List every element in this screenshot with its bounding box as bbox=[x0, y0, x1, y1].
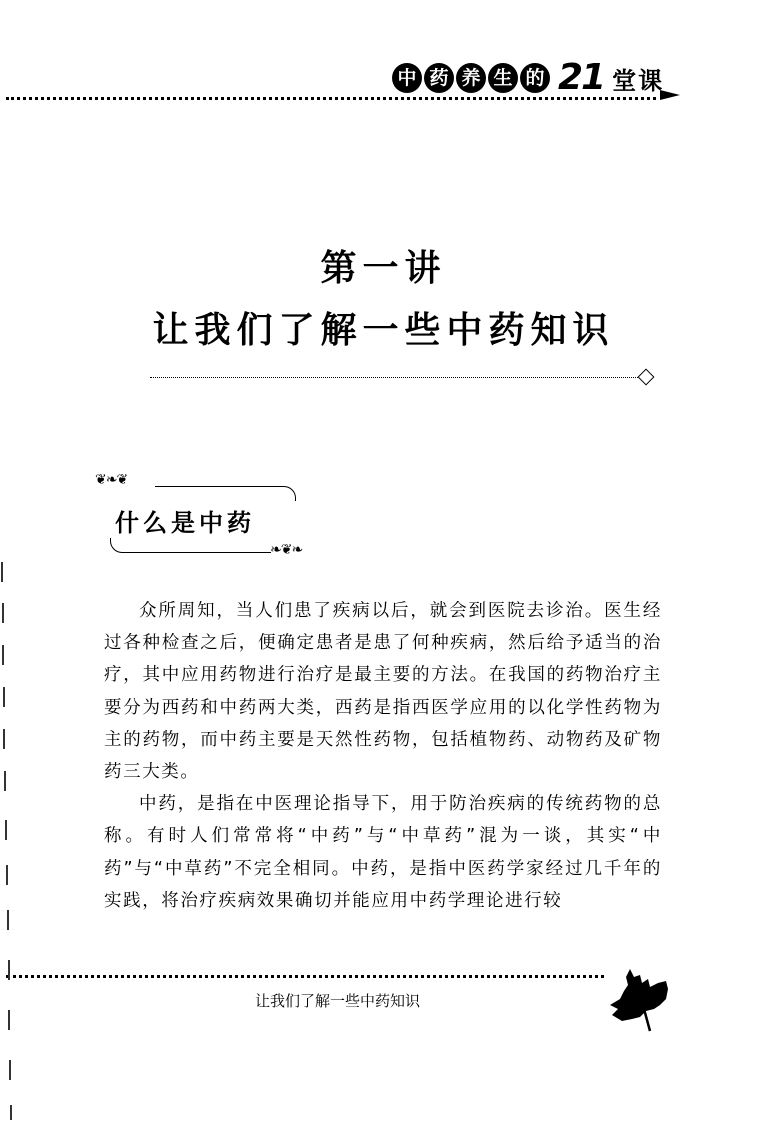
floral-ornament-icon: ❦❧❦ bbox=[95, 472, 128, 488]
paragraph: 众所周知，当人们患了疾病以后，就会到医院去诊治。医生经过各种检查之后，便确定患者是患了何种疾病，然后给予适当的治疗，其中应用药物进行治疗是最主要的方法。在我国的药物治疗主要分为西药和中药两大类，西药是指西医学应用的以化学性药物为主的药物，而中药主要是天然性药物，包括植物药、动物药及矿物药三大类。 bbox=[104, 601, 662, 783]
section-title: 什么是中药 bbox=[115, 509, 255, 537]
series-char: 养 bbox=[456, 63, 486, 93]
section-heading-frame bbox=[95, 470, 335, 565]
series-char: 的 bbox=[520, 63, 550, 93]
binding-mark bbox=[2, 645, 4, 665]
binding-mark bbox=[7, 910, 9, 930]
series-char: 中 bbox=[392, 63, 422, 93]
binding-mark bbox=[4, 771, 6, 791]
binding-mark bbox=[8, 960, 10, 980]
binding-mark bbox=[1, 562, 3, 582]
binding-mark bbox=[6, 865, 8, 885]
chapter-number: 第一讲 bbox=[320, 248, 447, 289]
maple-leaf-icon bbox=[600, 965, 680, 1035]
binding-mark bbox=[5, 820, 7, 840]
paragraph: 中药，是指在中医理论指导下，用于防治疾病的传统药物的总称。有时人们常常将“中药”与“中草药”混为一谈，其实“中药”与“中草药”不完全相同。中药，是指中医药学家经过几千年的实践，将治疗疾病效果确切并能应用中药学理论进行较 bbox=[104, 794, 662, 911]
binding-mark bbox=[3, 687, 5, 707]
footer-dotted-rule bbox=[6, 975, 604, 978]
frame-top-line bbox=[155, 486, 296, 501]
series-number: 21 bbox=[558, 57, 605, 98]
binding-mark bbox=[10, 1105, 12, 1120]
binding-mark bbox=[8, 1010, 10, 1030]
binding-mark bbox=[3, 729, 5, 749]
series-char: 药 bbox=[424, 63, 454, 93]
footer-running-title: 让我们了解一些中药知识 bbox=[255, 992, 421, 1010]
book-series-title bbox=[392, 57, 665, 98]
floral-ornament-icon: ❧❦❧ bbox=[270, 542, 303, 558]
arrow-right-icon bbox=[660, 90, 680, 100]
series-char: 生 bbox=[488, 63, 518, 93]
diamond-icon bbox=[638, 369, 655, 386]
frame-bottom-line bbox=[110, 538, 271, 553]
binding-mark bbox=[9, 1060, 11, 1080]
body-text bbox=[104, 595, 662, 917]
binding-mark bbox=[2, 603, 4, 623]
chapter-title: 让我们了解一些中药知识 bbox=[152, 310, 615, 351]
title-dotted-rule bbox=[150, 377, 638, 378]
series-suffix: 堂课 bbox=[612, 66, 665, 95]
header-dotted-rule bbox=[6, 97, 656, 100]
